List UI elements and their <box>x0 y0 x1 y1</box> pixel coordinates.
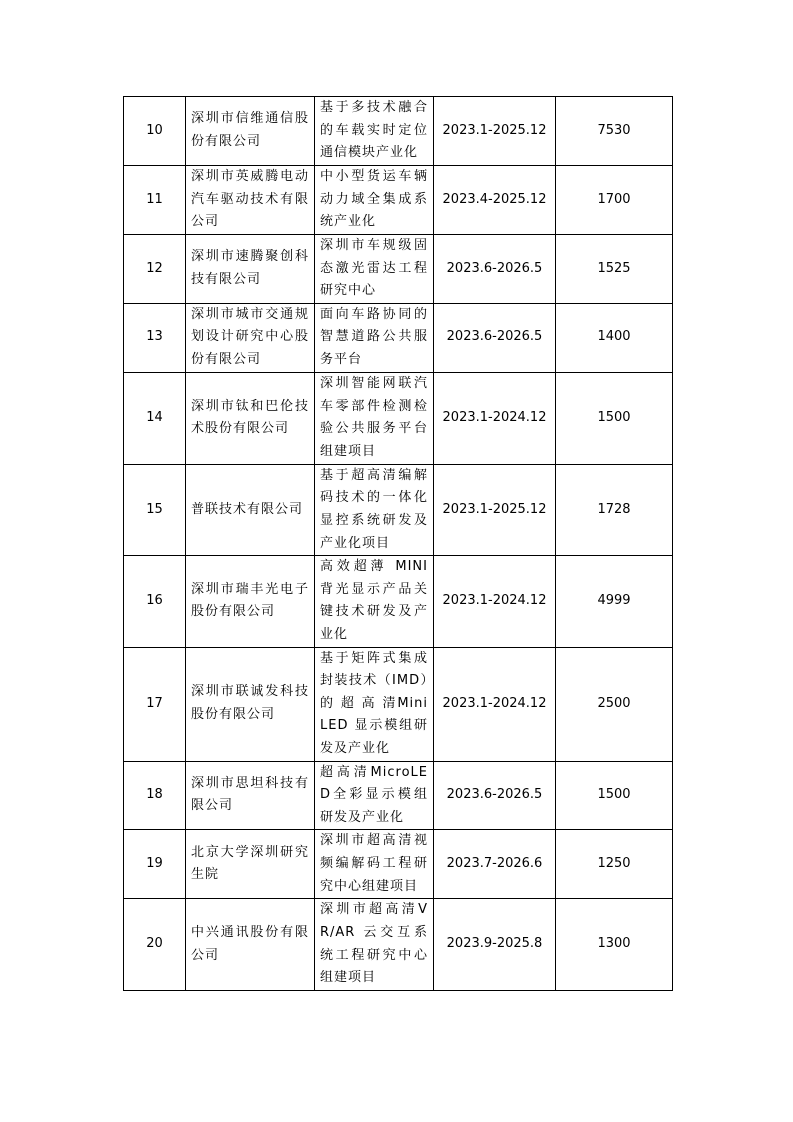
project-name: 基于矩阵式集成封装技术（IMD）的 超 高 清MiniLED 显示模组研发及产业化 <box>315 647 434 761</box>
company-name: 深圳市信维通信股份有限公司 <box>186 97 315 166</box>
funding-amount: 1728 <box>556 464 673 555</box>
funding-amount: 1500 <box>556 761 673 830</box>
table-row <box>124 372 673 464</box>
table-row <box>124 166 673 235</box>
project-name: 面向车路协同的智慧道路公共服务平台 <box>315 303 434 372</box>
funding-amount: 1700 <box>556 166 673 235</box>
project-period: 2023.4-2025.12 <box>434 166 556 235</box>
row-number: 15 <box>124 464 186 555</box>
company-name: 中兴通讯股份有限公司 <box>186 899 315 990</box>
company-name: 深圳市速腾聚创科技有限公司 <box>186 235 315 304</box>
project-period: 2023.1-2025.12 <box>434 97 556 166</box>
table-row <box>124 761 673 830</box>
table-row <box>124 830 673 899</box>
project-name: 超高清MicroLED全彩显示模组研发及产业化 <box>315 761 434 830</box>
row-number: 13 <box>124 303 186 372</box>
project-name: 深圳市车规级固态激光雷达工程研究中心 <box>315 235 434 304</box>
funding-amount: 1525 <box>556 235 673 304</box>
funding-amount: 7530 <box>556 97 673 166</box>
row-number: 10 <box>124 97 186 166</box>
project-period: 2023.7-2026.6 <box>434 830 556 899</box>
funding-amount: 1500 <box>556 372 673 464</box>
project-name: 基于超高清编解码技术的一体化显控系统研发及产业化项目 <box>315 464 434 555</box>
row-number: 14 <box>124 372 186 464</box>
row-number: 19 <box>124 830 186 899</box>
table-body <box>124 97 673 991</box>
funding-amount: 1250 <box>556 830 673 899</box>
company-name: 深圳市瑞丰光电子股份有限公司 <box>186 556 315 647</box>
project-name: 深圳智能网联汽车零部件检测检验公共服务平台组建项目 <box>315 372 434 464</box>
project-period: 2023.1-2024.12 <box>434 372 556 464</box>
company-name: 深圳市城市交通规划设计研究中心股份有限公司 <box>186 303 315 372</box>
row-number: 11 <box>124 166 186 235</box>
project-name: 中小型货运车辆动力域全集成系统产业化 <box>315 166 434 235</box>
project-period: 2023.6-2026.5 <box>434 303 556 372</box>
table-row <box>124 97 673 166</box>
project-period: 2023.9-2025.8 <box>434 899 556 990</box>
company-name: 深圳市联诚发科技股份有限公司 <box>186 647 315 761</box>
project-table <box>123 96 673 991</box>
row-number: 18 <box>124 761 186 830</box>
company-name: 北京大学深圳研究生院 <box>186 830 315 899</box>
company-name: 深圳市钛和巴伦技术股份有限公司 <box>186 372 315 464</box>
table-row <box>124 899 673 990</box>
company-name: 普联技术有限公司 <box>186 464 315 555</box>
table-row <box>124 303 673 372</box>
row-number: 16 <box>124 556 186 647</box>
row-number: 20 <box>124 899 186 990</box>
project-period: 2023.6-2026.5 <box>434 761 556 830</box>
project-period: 2023.1-2024.12 <box>434 647 556 761</box>
table-row <box>124 647 673 761</box>
project-name: 高效超薄 MINI 背光显示产品关键技术研发及产业化 <box>315 556 434 647</box>
row-number: 12 <box>124 235 186 304</box>
table-row <box>124 235 673 304</box>
funding-amount: 1300 <box>556 899 673 990</box>
project-period: 2023.1-2024.12 <box>434 556 556 647</box>
funding-amount: 2500 <box>556 647 673 761</box>
project-period: 2023.1-2025.12 <box>434 464 556 555</box>
project-name: 深圳市超高清视频编解码工程研究中心组建项目 <box>315 830 434 899</box>
company-name: 深圳市英威腾电动汽车驱动技术有限公司 <box>186 166 315 235</box>
table-row <box>124 556 673 647</box>
funding-amount: 1400 <box>556 303 673 372</box>
project-name: 基于多技术融合的车载实时定位通信模块产业化 <box>315 97 434 166</box>
row-number: 17 <box>124 647 186 761</box>
table-row <box>124 464 673 555</box>
project-period: 2023.6-2026.5 <box>434 235 556 304</box>
company-name: 深圳市思坦科技有限公司 <box>186 761 315 830</box>
funding-amount: 4999 <box>556 556 673 647</box>
project-name: 深圳市超高清VR/AR 云交互系统工程研究中心组建项目 <box>315 899 434 990</box>
